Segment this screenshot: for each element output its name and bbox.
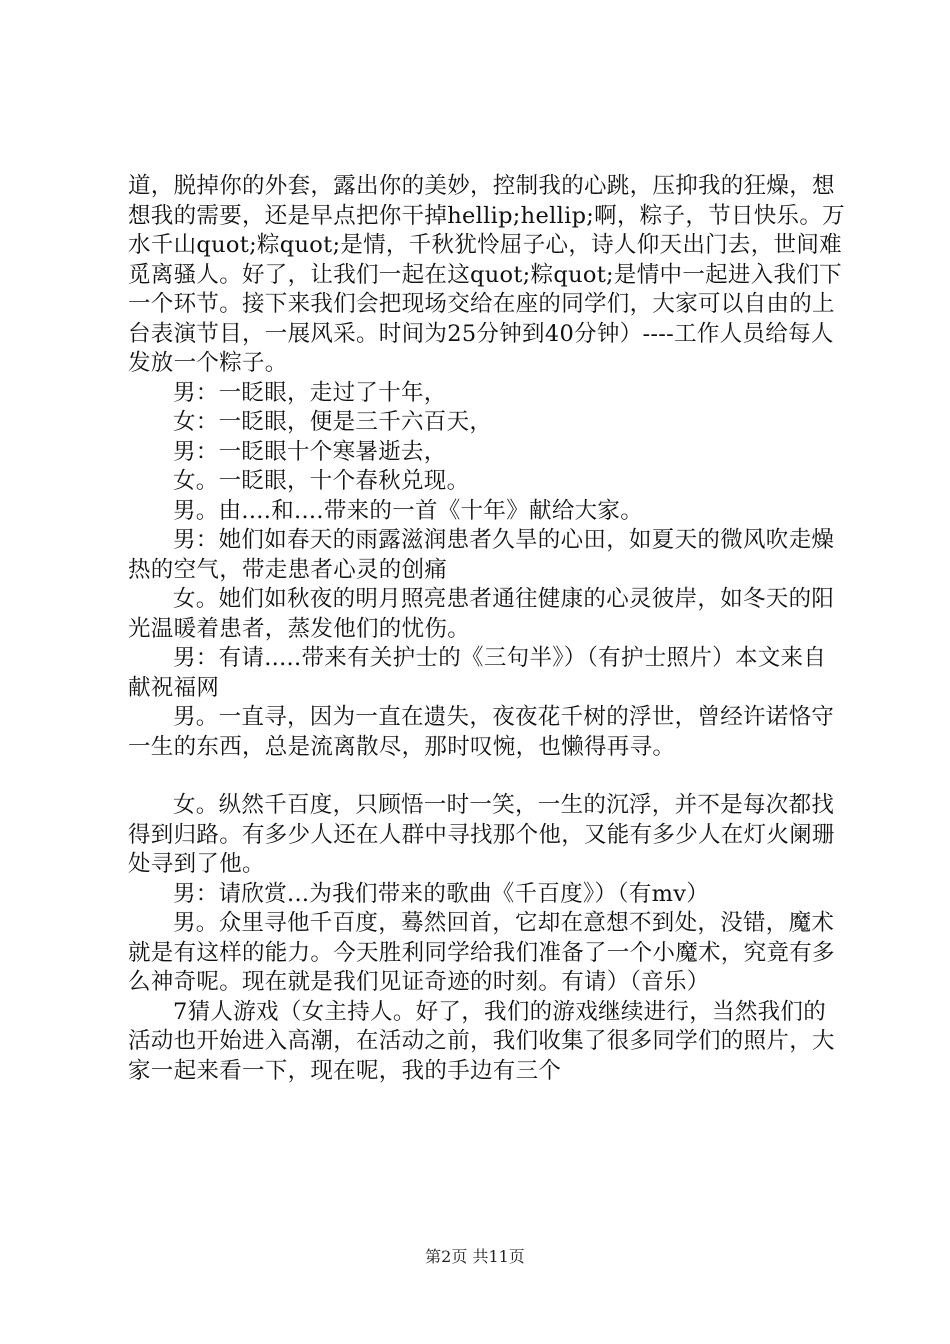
paragraph: 男。众里寻他千百度，蓦然回首，它却在意想不到处，没错，魔术就是有这样的能力。今天胜利同学给我们准备了一个小魔术，究竟有多么神奇呢。现在就是我们见证奇迹的时刻。有请）（音乐）: [128, 910, 835, 995]
paragraph: 7猜人游戏（女主持人。好了，我们的游戏继续进行，当然我们的活动也开始进入高潮，在活动之前，我们收集了很多同学们的照片，大家一起来看一下，现在呢，我的手边有三个: [128, 998, 835, 1084]
paragraph: 男：有请.....带来有关护士的《三句半》）（有护士照片）本文来自献祝福网: [128, 645, 827, 701]
paragraph: 男：一眨眼，走过了十年，: [173, 379, 447, 406]
paragraph: 女：一眨眼，便是三千六百天，: [173, 409, 493, 435]
paragraph: 男：请欣赏...为我们带来的歌曲《千百度》）（有mv）: [173, 880, 710, 907]
paragraph: 女。她们如秋夜的明月照亮患者通往健康的心灵彼岸，如冬天的阳光温暖着患者，蒸发他们的忧伤。: [128, 586, 835, 642]
paragraph: 男：她们如春天的雨露滋润患者久旱的心田，如夏天的微风吹走燥热的空气，带走患者心灵的创痛: [128, 527, 835, 583]
paragraph-gap: [128, 762, 848, 791]
document-body: [128, 172, 848, 1086]
paragraph: 女。纵然千百度，只顾悟一时一笑，一生的沉浮，并不是每次都找得到归路。有多少人还在人群中寻找那个他，又能有多少人在灯火阑珊处寻到了他。: [128, 792, 835, 877]
paragraph: 男。由....和....带来的一首《十年》献给大家。: [173, 497, 644, 524]
page-number-footer: 第2页 共11页: [425, 1247, 525, 1266]
paragraph: 男：一眨眼十个寒暑逝去，: [173, 438, 447, 465]
paragraph: 男。一直寻，因为一直在遗失，夜夜花千树的浮世，曾经许诺恪守一生的东西，总是流离散尽，那时叹惋，也懒得再寻。: [128, 704, 835, 760]
paragraph: 道，脱掉你的外套，露出你的美妙，控制我的心跳，压抑我的狂燥，想想我的需要，还是早点把你干掉hellip;hellip;啊，粽子，节日快乐。万水千山quot;粽quot;是情，千秋犹怜屈子心，诗人仰天出门去，世间难觅离骚人。好了，让我们一起在这quot;粽quot;是情中一起进入我们下一个环节。接下来我们会把现场交给在座的同学们，大家可以自由的上台表演节目，一展风采。时间为25分钟到40分钟）----工作人员给每人发放一个粽子。: [128, 173, 845, 376]
paragraph: 女。一眨眼，十个春秋兑现。: [173, 468, 470, 494]
